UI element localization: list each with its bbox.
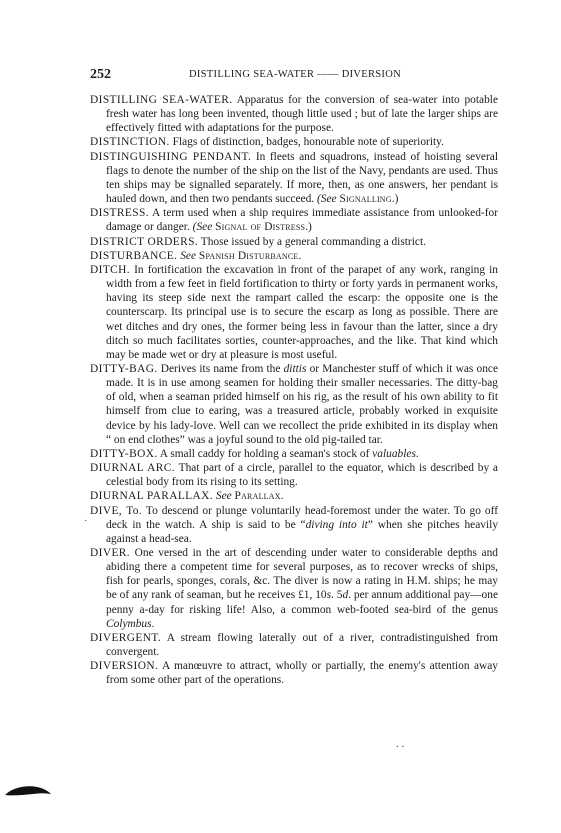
italic-term: d — [342, 589, 349, 602]
definition: A stream flowing laterally out of a river, contradistinguished from convergent. — [106, 631, 498, 659]
reference-close: .) — [391, 193, 399, 206]
headword: DITCH. — [90, 263, 131, 276]
entry-distress — [90, 206, 498, 234]
headword: DISTINGUISHING PENDANT. — [90, 150, 252, 163]
running-title: DISTILLING SEA-WATER —— DIVERSION — [188, 69, 401, 80]
italic-term: dittis — [283, 362, 307, 375]
see-label: See — [213, 490, 235, 503]
headword: DIVERGENT. — [90, 631, 162, 644]
entry-ditty-box — [90, 447, 498, 461]
entry-ditty-bag — [90, 362, 498, 447]
entry-divergent — [90, 631, 498, 659]
margin-bullet: · — [84, 516, 88, 527]
definition: Those issued by a general commanding a district. — [198, 235, 426, 248]
cross-reference: Spanish Disturbance — [198, 249, 299, 262]
entry-diurnal-arc — [90, 461, 498, 489]
cross-reference: Parallax — [234, 490, 281, 503]
headword: DIURNAL ARC. — [90, 462, 176, 475]
cross-reference: Signalling — [339, 193, 392, 206]
see-label: (See — [189, 221, 216, 234]
definition-continued: . per annum additional pay—one penny a-day for risking life! Also, a common web-footed sea-bird of the genus — [106, 589, 498, 616]
reference-close: . — [298, 249, 302, 262]
italic-term: valuables — [372, 447, 416, 460]
entry-dive — [90, 504, 498, 546]
headword: DIVERSION. — [90, 660, 159, 673]
headword: DISTINCTION. — [90, 136, 170, 149]
entry-distilling-sea-water — [90, 93, 498, 135]
headword: DIVER. — [90, 547, 131, 559]
definition: That part of a circle, parallel to the equator, which is described by a celestial body from its rising to its setting. — [106, 462, 498, 489]
definition-continued: . 5 — [331, 589, 343, 602]
italic-term: Colymbus — [106, 617, 152, 630]
italic-term: diving into it — [305, 518, 368, 531]
page-number: 252 — [90, 67, 111, 82]
definition-continued: or Manchester stuff of which it was once made. It is in use among seamen for holding their smaller necessaries. The ditty-bag of old, when a seaman prided himself on his rig, as the result of his own ability to fit himself from clue to earing, was a treasured article, probably worked in exquisite device by his lady-love. Well can we recollect the pride exhibited in its display when “ on end clothes” was a joyful sound to the old pig-tailed tar. — [106, 362, 498, 446]
entry-ditch — [90, 263, 498, 362]
headword: DISTRESS. — [90, 207, 149, 220]
definition-continued: . — [151, 617, 155, 630]
headword: DISTRICT ORDERS. — [90, 235, 199, 248]
definition: To descend or plunge voluntarily head-foremost under the water. To go off deck in the watch. A ship is said to be “ — [106, 504, 498, 531]
entry-district-orders — [90, 235, 498, 249]
headword: DIURNAL PARALLAX. — [90, 490, 214, 503]
entry-diver — [90, 546, 498, 631]
definition: A term used when a ship requires immediate assistance from unlooked-for damage or danger. — [106, 207, 498, 234]
entry-disturbance — [90, 249, 498, 263]
ink-blot-mark — [5, 785, 51, 797]
entry-distinguishing-pendant — [90, 150, 498, 207]
definition: One versed in the art of descending under water to considerable depths and abiding there a competent time for several purposes, as to recover wrecks of ships, fish for pearls, sponges, corals, &c. The diver is now a rating in H.M. ships; he may be of any rank of seaman, but he receives £1, 10 — [106, 547, 498, 602]
headword: DITTY-BOX. — [90, 447, 158, 460]
cross-reference: Signal of Distress — [215, 221, 306, 234]
definition: Apparatus for the conversion of sea-water into potable fresh water has long been invented, though little used ; but of late the larger ships are effectively fitted with adaptations for the purpose. — [106, 94, 498, 135]
definition: In fortification the excavation in front of the parapet of any work, ranging in width from a few feet in field fortification to thirty or forty yards in permanent works, having its steep side next the rampart called the escarp: the opposite one is the counterscarp. Its principal use is to secure the escarp as long as possible. There are wet ditches and dry ones, the former being less in favour than the latter, since a dry ditch so much facilitates sorties, counter-approaches, and the like. That kind which may be made wet or dry at pleasure is most useful. — [106, 263, 498, 361]
definition: A manœuvre to attract, wholly or partially, the enemy's attention away from some other part of the operations. — [106, 660, 498, 687]
reference-close: .) — [305, 221, 312, 234]
entry-diurnal-parallax — [90, 489, 498, 503]
definition: Derives its name from the — [157, 362, 284, 375]
reference-close: . — [280, 490, 284, 503]
definition: In fleets and squadrons, instead of hoisting several flags to denote the number of the ship on the list of the Navy, pendants are used. Thus ten ships may be signalled separately. If more, then, as one answers, her pendant is hauled down, and then two pendants succeed. — [106, 150, 499, 206]
see-label: (See — [314, 193, 340, 206]
dictionary-entries — [90, 93, 498, 688]
headword: DISTILLING SEA-WATER. — [90, 94, 233, 106]
see-label: See — [177, 249, 199, 262]
definition-continued: . — [415, 447, 419, 460]
entry-distinction — [90, 135, 498, 149]
headword: DITTY-BAG. — [90, 362, 158, 375]
page-header — [90, 67, 496, 87]
headword: DIVE, To. — [90, 504, 143, 517]
trailing-dots: . . — [396, 738, 405, 750]
definition: A small caddy for holding a seaman's stock of — [157, 447, 373, 460]
definition: Flags of distinction, badges, honourable note of superiority. — [169, 136, 444, 149]
headword: DISTURBANCE. — [90, 249, 178, 262]
italic-term: s — [326, 589, 332, 602]
entry-diversion — [90, 659, 498, 687]
definition-continued: ” when she pitches heavily against a head-sea. — [106, 518, 499, 545]
